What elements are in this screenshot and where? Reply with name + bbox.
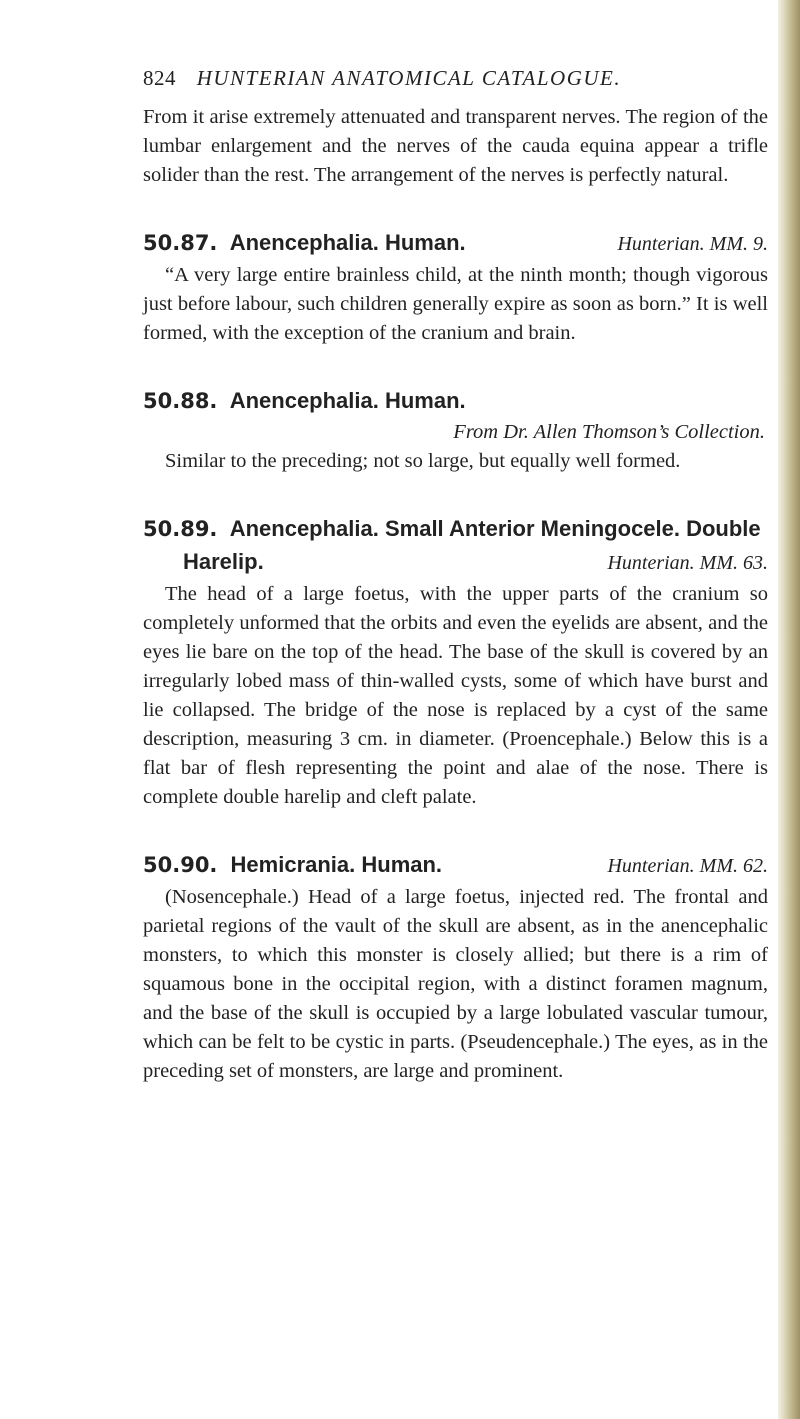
page-header xyxy=(143,66,783,91)
page-number: 824 xyxy=(143,66,176,90)
entry-title: Hemicrania. Human. xyxy=(230,852,443,877)
entry-title: Anencephalia. Small Anterior Meningocele. Double xyxy=(229,516,761,541)
page-body xyxy=(143,103,768,1086)
entry-title: Anencephalia. Human. xyxy=(229,230,466,255)
entry-number: 50.88. xyxy=(143,389,218,413)
catalogue-entry-88 xyxy=(143,385,768,476)
entry-text: The head of a large foetus, with the upper parts of the cranium so completely unformed that the orbits and even the eyelids are absent, and the eyes lie bare on the top of the head. The base of the skull is covered by an irregularly lobed mass of thin-walled cysts, some of which have burst and lie collapsed. The bridge of the nose is replaced by a cyst of the same description, measuring 3 cm. in diameter. (Proencephale.) Below this is a flat bar of flesh representing the point and alae of the nose. There is complete double harelip and cleft palate. xyxy=(143,583,768,808)
entry-source: Hunterian. MM. 9. xyxy=(617,233,768,255)
entry-text: “A very large entire brainless child, at the ninth month; though vigorous just before labour, such children generally expire as soon as born.” It is well formed, with the exception of the cranium and brain. xyxy=(143,264,768,344)
catalogue-entry-90 xyxy=(143,849,768,1086)
entry-title-group xyxy=(143,849,442,881)
entry-heading xyxy=(143,849,768,882)
entry-title-continued: Harelip. xyxy=(183,549,264,574)
entry-text: Similar to the preceding; not so large, but equally well formed. xyxy=(165,450,681,472)
entry-source: Hunterian. MM. 62. xyxy=(607,855,768,877)
catalogue-entry-89 xyxy=(143,513,768,812)
entry-heading xyxy=(143,227,768,260)
entry-source: Hunterian. MM. 63. xyxy=(607,552,768,574)
entry-number: 50.89. xyxy=(143,517,218,541)
entry-number: 50.87. xyxy=(143,231,218,255)
entry-source: From Dr. Allen Thomson’s Collection. xyxy=(453,421,765,443)
entry-heading-continued xyxy=(143,546,768,579)
running-title: HUNTERIAN ANATOMICAL CATALOGUE. xyxy=(196,66,622,90)
entry-number: 50.90. xyxy=(143,853,218,877)
intro-paragraph: From it arise extremely attenuated and transparent nerves. The region of the lumbar enlargement and the nerves of the cauda equina appear a trifle solider than the rest. The arrangement of the nerves is perfectly natural. xyxy=(143,106,768,186)
catalogue-entry-87 xyxy=(143,227,768,348)
entry-heading xyxy=(143,513,768,545)
entry-title: Anencephalia. Human. xyxy=(229,388,466,413)
entry-heading xyxy=(143,385,768,417)
page-edge-shadow xyxy=(778,0,800,1419)
entry-title-group xyxy=(143,227,466,259)
entry-text: (Nosencephale.) Head of a large foetus, injected red. The frontal and parietal regions of the vault of the skull are absent, as in the anencephalic monsters, to which this monster is closely allied; but there is a rim of squamous bone in the occipital region, with a distinct foramen magnum, and the base of the skull is occupied by a large lobulated vascular tumour, which can be felt to be cystic in parts. (Pseudencephale.) The eyes, as in the preceding set of monsters, are large and prominent. xyxy=(143,886,768,1082)
